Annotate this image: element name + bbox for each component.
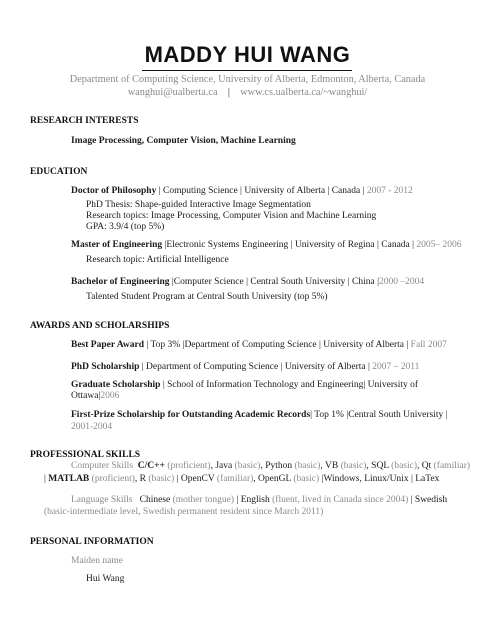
computer-skills-list-cont [44,474,439,484]
language-skill-segment: Chinese [139,495,171,505]
computer-skill-segment: , Java [210,461,235,471]
award-details: | Top 3% |Department of Computing Science | University of Alberta | [146,340,411,350]
computer-skill-segment: , VB [320,461,341,471]
masters-degree: Master of Engineering [71,240,163,250]
computer-skill-segment: |Windows, Linux/Unix | LaTex [319,474,440,484]
bachelor-program: Talented Student Program at Central South University (top 5%) [86,292,328,302]
phd-degree: Doctor of Philosophy [71,186,157,196]
awards-heading: AWARDS AND SCHOLARSHIPS [30,321,170,331]
award-details: | Department of Computing Science | University of Alberta | [139,362,373,372]
language-skill-segment: | Swedish [408,495,448,505]
language-skill-segment: (fluent, lived in Canada since 2004) [272,495,409,505]
masters-years: 2005– 2006 [416,240,462,250]
computer-skill-segment: (proficient) [89,474,135,484]
computer-skill-segment: MATLAB [48,474,90,484]
computer-skill-segment: , OpenGL [253,474,294,484]
award-title: Graduate Scholarship [71,380,161,390]
computer-skills-list [138,461,470,471]
education-heading: EDUCATION [30,167,88,177]
award-title: Best Paper Award [71,340,145,350]
award-details: | School of Information Technology and Engineering| University of [160,380,419,390]
bachelor-degree: Bachelor of Engineering [71,277,170,287]
award-phd-scholarship [71,362,419,372]
contact-line [0,87,495,98]
computer-skill-segment: | OpenCV [174,474,217,484]
award-graduate-scholarship [71,380,418,390]
email-link[interactable]: wanghui@ualberta.ca [127,87,218,98]
award-first-prize-years: 2001-2004 [71,422,113,432]
computer-skill-segment: (proficient) [164,461,211,471]
bachelor-years: 2000 –2004 [378,277,425,287]
award-details-cont: Ottawa| [71,391,101,401]
masters-entry [71,240,462,250]
language-skills-cont: (basic-intermediate level, Swedish permanent resident since March 2011) [44,507,324,517]
phd-entry [71,186,413,196]
computer-skill-segment: (basic) [293,474,320,484]
computer-skill-segment: (familiar) [433,461,471,471]
award-years: Fall 2007 [410,340,447,350]
award-title: First-Prize Scholarship for Outstanding Academic Records [71,410,311,420]
computer-skill-segment: , Python [260,461,295,471]
computer-skill-segment: (basic) [148,474,175,484]
research-text: Image Processing, Computer Vision, Machine Learning [71,136,296,146]
computer-skills-label: Computer Skills [71,461,134,471]
bachelor-details: |Computer Science | Central South University | China | [169,277,379,287]
phd-thesis: PhD Thesis: Shape-guided Interactive Image Segmentation [86,200,311,210]
award-title: PhD Scholarship [71,362,140,372]
skills-heading: PROFESSIONAL SKILLS [30,450,141,460]
bachelor-entry [71,277,424,287]
phd-years: 2007 - 2012 [366,186,413,196]
person-name: MADDY HUI WANG [144,42,351,67]
award-graduate-scholarship-cont [71,391,119,401]
language-skills-line [71,495,447,505]
award-details: | Top 1% |Central South University | [310,410,448,420]
website-link[interactable]: www.cs.ualberta.ca/~wanghui/ [240,87,368,98]
computer-skill-segment: (basic) [234,461,261,471]
research-heading: RESEARCH INTERESTS [30,116,139,126]
computer-skill-segment: (basic) [340,461,367,471]
computer-skills-line [71,461,470,471]
personal-heading: PERSONAL INFORMATION [30,537,154,547]
contact-separator: | [227,87,230,98]
language-skill-segment: | English [234,495,273,505]
masters-details: |Electronic Systems Engineering | University of Regina | Canada | [162,240,417,250]
maiden-name-value: Hui Wang [86,574,125,584]
language-skill-segment: (mother tongue) [170,495,235,505]
phd-gpa: GPA: 3.9/4 (top 5%) [86,222,165,232]
name-underline [142,70,352,71]
phd-details: | Computing Science | University of Alberta | Canada | [156,186,367,196]
computer-skill-segment: | [44,474,49,484]
computer-skill-segment: C/C++ [137,461,165,471]
computer-skill-segment: (basic) [391,461,418,471]
award-years: 2007 – 2011 [372,362,420,372]
award-best-paper [71,340,447,350]
masters-research-topic: Research topic: Artificial Intelligence [86,255,229,265]
computer-skill-segment: (familiar) [216,474,254,484]
department-line: Department of Computing Science, University of Alberta, Edmonton, Alberta, Canada [69,74,426,85]
award-years: 2006 [100,391,120,401]
phd-research-topics: Research topics: Image Processing, Computer Vision and Machine Learning [86,211,377,221]
award-first-prize [71,410,447,420]
computer-skill-segment: , SQL [366,461,392,471]
computer-skill-segment: , R [134,474,149,484]
language-skills-list [140,495,448,505]
computer-skill-segment: , Qt [417,461,434,471]
computer-skill-segment: (basic) [294,461,321,471]
maiden-name-label: Maiden name [71,556,123,566]
language-skills-label: Language Skills [71,495,133,505]
